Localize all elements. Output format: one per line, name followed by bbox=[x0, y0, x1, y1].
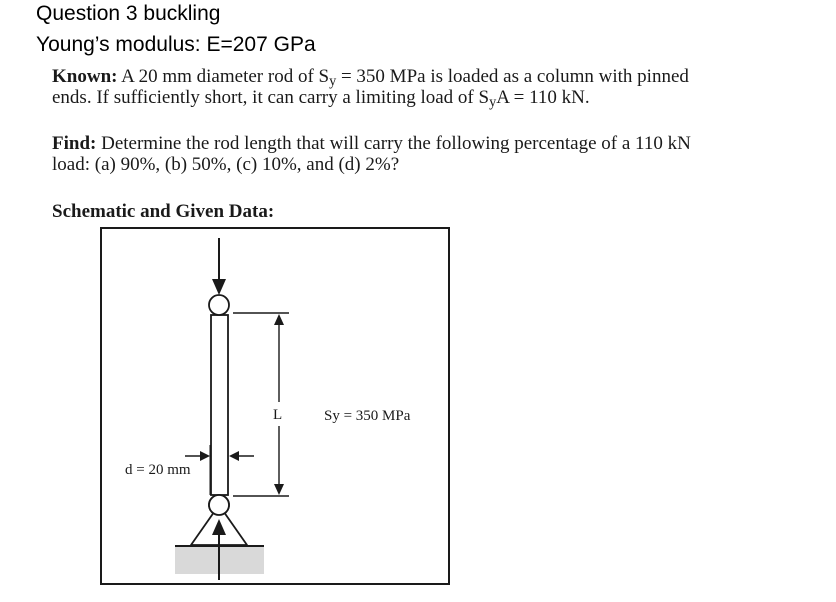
find-label: Find: bbox=[52, 133, 97, 154]
known-sub-1: y bbox=[329, 73, 337, 90]
known-text-1a: A 20 mm diameter rod of S bbox=[117, 66, 330, 87]
find-text-2: load: (a) 90%, (b) 50%, (c) 10%, and (d) 2%? bbox=[52, 154, 400, 175]
known-sub-2: y bbox=[489, 94, 497, 111]
top-pin bbox=[209, 295, 229, 315]
known-text-2a: ends. If sufficiently short, it can carry a limiting load of S bbox=[52, 87, 490, 108]
find-text-1: Determine the rod length that will carry the following percentage of a 110 kN bbox=[96, 133, 691, 154]
diameter-label: d = 20 mm bbox=[125, 462, 191, 478]
schematic-frame bbox=[101, 228, 449, 584]
top-load-arrowhead bbox=[212, 279, 226, 295]
length-arrowhead-top bbox=[274, 314, 284, 325]
length-label: L bbox=[273, 407, 283, 423]
length-arrowhead-bottom bbox=[274, 484, 284, 495]
diameter-arrowhead-right bbox=[229, 451, 239, 461]
known-text-2b: A = 110 kN. bbox=[496, 87, 590, 108]
bottom-pin-cover bbox=[209, 495, 229, 515]
schematic-heading: Schematic and Given Data: bbox=[52, 201, 275, 222]
known-label: Known: bbox=[52, 66, 118, 87]
known-text-1b: = 350 MPa is loaded as a column with pinned bbox=[336, 66, 689, 87]
question-title: Question 3 buckling bbox=[36, 2, 221, 25]
yield-strength-label: Sy = 350 MPa bbox=[324, 408, 411, 424]
rod bbox=[211, 315, 228, 495]
youngs-modulus-note: Young’s modulus: E=207 GPa bbox=[36, 33, 316, 56]
diameter-arrowhead-left bbox=[200, 451, 210, 461]
